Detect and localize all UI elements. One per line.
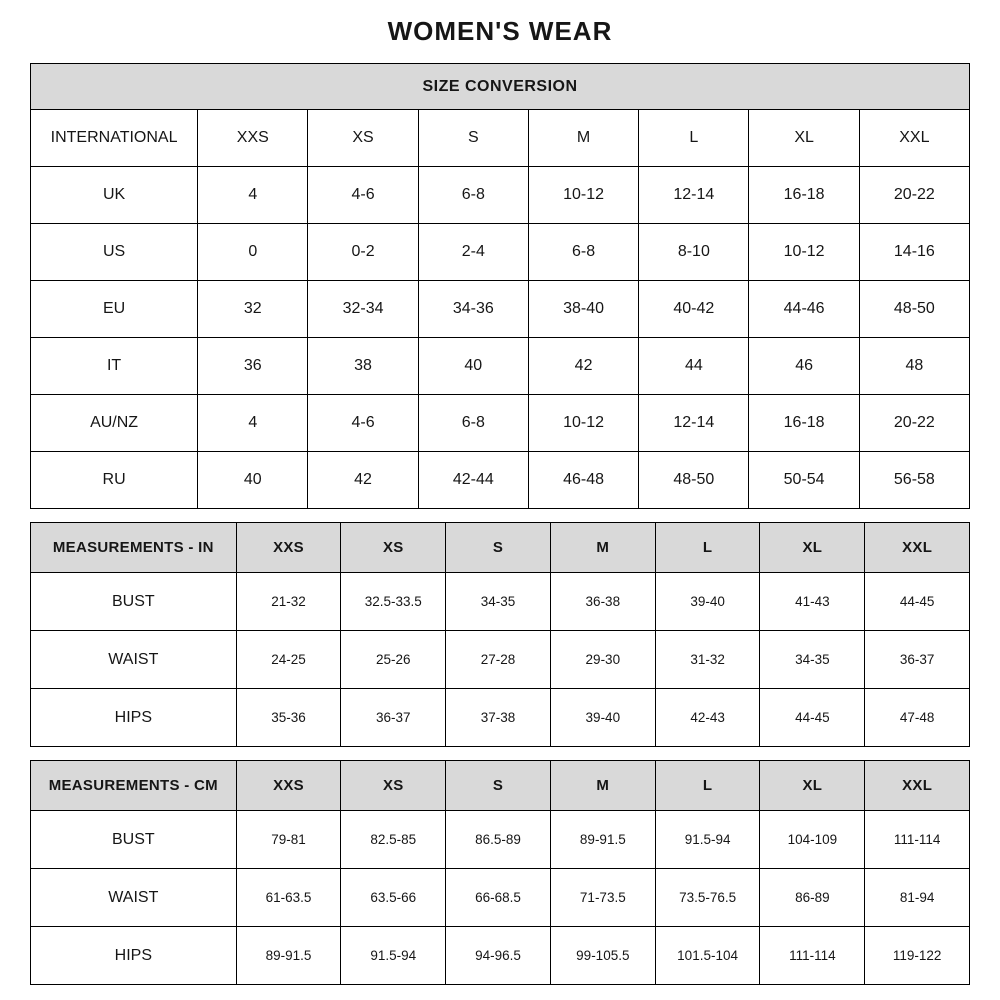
measurement-cell: 47-48: [865, 689, 970, 747]
measurement-cell: 104-109: [760, 811, 865, 869]
col-header: INTERNATIONAL: [31, 110, 198, 167]
row-label: WAIST: [31, 869, 237, 927]
col-header: XXL: [865, 523, 970, 573]
row-label: RU: [31, 452, 198, 509]
size-cell: 32-34: [308, 281, 418, 338]
table-row: [31, 869, 970, 927]
measurement-cell: 34-35: [446, 573, 551, 631]
measurement-cell: 61-63.5: [236, 869, 341, 927]
page-title: WOMEN'S WEAR: [387, 16, 613, 46]
row-label: BUST: [31, 573, 237, 631]
row-label: EU: [31, 281, 198, 338]
col-header: XS: [341, 523, 446, 573]
table-row: [31, 167, 970, 224]
measurement-cell: 73.5-76.5: [655, 869, 760, 927]
col-header: S: [446, 523, 551, 573]
table-row: [31, 573, 970, 631]
measurement-cell: 99-105.5: [550, 927, 655, 985]
measurement-cell: 36-38: [550, 573, 655, 631]
size-cell: 48-50: [639, 452, 749, 509]
table-row: [31, 64, 970, 110]
size-cell: 14-16: [859, 224, 969, 281]
size-cell: 42-44: [418, 452, 528, 509]
size-cell: 36: [198, 338, 308, 395]
size-cell: 16-18: [749, 395, 859, 452]
table-header-row: [31, 523, 970, 573]
size-cell: 20-22: [859, 167, 969, 224]
col-header: XL: [760, 761, 865, 811]
row-label: US: [31, 224, 198, 281]
size-cell: 38-40: [528, 281, 638, 338]
size-cell: 20-22: [859, 395, 969, 452]
col-header: S: [418, 110, 528, 167]
measurement-cell: 42-43: [655, 689, 760, 747]
size-cell: 34-36: [418, 281, 528, 338]
table-row: [31, 927, 970, 985]
col-header: M: [550, 761, 655, 811]
row-label: IT: [31, 338, 198, 395]
size-cell: 0-2: [308, 224, 418, 281]
measurement-cell: 81-94: [865, 869, 970, 927]
size-conversion-table: [30, 63, 970, 509]
table-row: [31, 452, 970, 509]
size-cell: 44-46: [749, 281, 859, 338]
col-header: M: [550, 523, 655, 573]
size-cell: 4: [198, 395, 308, 452]
row-label: HIPS: [31, 927, 237, 985]
measurement-cell: 34-35: [760, 631, 865, 689]
size-cell: 0: [198, 224, 308, 281]
measurement-cell: 32.5-33.5: [341, 573, 446, 631]
col-header: L: [655, 761, 760, 811]
measurement-cell: 82.5-85: [341, 811, 446, 869]
size-cell: 46-48: [528, 452, 638, 509]
measurement-cell: 31-32: [655, 631, 760, 689]
size-cell: 8-10: [639, 224, 749, 281]
row-label: UK: [31, 167, 198, 224]
measurement-cell: 111-114: [865, 811, 970, 869]
table-title: MEASUREMENTS - IN: [31, 523, 237, 573]
measurement-cell: 44-45: [760, 689, 865, 747]
size-cell: 10-12: [528, 395, 638, 452]
measurement-cell: 39-40: [550, 689, 655, 747]
measurement-cell: 66-68.5: [446, 869, 551, 927]
size-cell: 44: [639, 338, 749, 395]
measurement-cell: 36-37: [341, 689, 446, 747]
size-cell: 56-58: [859, 452, 969, 509]
col-header: XXS: [236, 761, 341, 811]
col-header: L: [655, 523, 760, 573]
row-label: BUST: [31, 811, 237, 869]
col-header: XXS: [236, 523, 341, 573]
size-cell: 6-8: [418, 395, 528, 452]
measurement-cell: 36-37: [865, 631, 970, 689]
size-cell: 4-6: [308, 167, 418, 224]
size-cell: 6-8: [418, 167, 528, 224]
measurement-cell: 39-40: [655, 573, 760, 631]
col-header: XS: [308, 110, 418, 167]
table-row: [31, 689, 970, 747]
size-cell: 32: [198, 281, 308, 338]
measurement-cell: 37-38: [446, 689, 551, 747]
col-header: XL: [749, 110, 859, 167]
measurement-cell: 27-28: [446, 631, 551, 689]
size-cell: 2-4: [418, 224, 528, 281]
col-header: L: [639, 110, 749, 167]
measurement-cell: 86.5-89: [446, 811, 551, 869]
measurement-cell: 94-96.5: [446, 927, 551, 985]
size-cell: 6-8: [528, 224, 638, 281]
size-cell: 42: [528, 338, 638, 395]
measurement-cell: 89-91.5: [236, 927, 341, 985]
size-cell: 10-12: [528, 167, 638, 224]
measurement-cell: 25-26: [341, 631, 446, 689]
measurement-cell: 63.5-66: [341, 869, 446, 927]
size-cell: 46: [749, 338, 859, 395]
measurement-cell: 101.5-104: [655, 927, 760, 985]
col-header: XXL: [859, 110, 969, 167]
size-cell: 4-6: [308, 395, 418, 452]
measurement-cell: 91.5-94: [655, 811, 760, 869]
table-row: [31, 281, 970, 338]
table-row: [31, 395, 970, 452]
col-header: M: [528, 110, 638, 167]
measurements-in-table: [30, 522, 970, 747]
measurement-cell: 79-81: [236, 811, 341, 869]
measurement-cell: 29-30: [550, 631, 655, 689]
size-cell: 12-14: [639, 395, 749, 452]
table-title: SIZE CONVERSION: [31, 64, 970, 110]
measurement-cell: 111-114: [760, 927, 865, 985]
size-cell: 10-12: [749, 224, 859, 281]
measurement-cell: 71-73.5: [550, 869, 655, 927]
measurement-cell: 21-32: [236, 573, 341, 631]
measurement-cell: 91.5-94: [341, 927, 446, 985]
row-label: WAIST: [31, 631, 237, 689]
row-label: AU/NZ: [31, 395, 198, 452]
size-cell: 40-42: [639, 281, 749, 338]
measurement-cell: 41-43: [760, 573, 865, 631]
table-header-row: [31, 761, 970, 811]
size-cell: 4: [198, 167, 308, 224]
size-cell: 38: [308, 338, 418, 395]
col-header: XXS: [198, 110, 308, 167]
col-header: XL: [760, 523, 865, 573]
measurement-cell: 24-25: [236, 631, 341, 689]
table-row: [31, 631, 970, 689]
col-header: XXL: [865, 761, 970, 811]
size-cell: 42: [308, 452, 418, 509]
col-header: XS: [341, 761, 446, 811]
table-title: MEASUREMENTS - CM: [31, 761, 237, 811]
table-row: [31, 338, 970, 395]
measurements-cm-table: [30, 760, 970, 985]
size-cell: 12-14: [639, 167, 749, 224]
size-cell: 40: [198, 452, 308, 509]
measurement-cell: 35-36: [236, 689, 341, 747]
table-row: [31, 224, 970, 281]
row-label: HIPS: [31, 689, 237, 747]
size-cell: 16-18: [749, 167, 859, 224]
size-cell: 48: [859, 338, 969, 395]
measurement-cell: 119-122: [865, 927, 970, 985]
size-cell: 48-50: [859, 281, 969, 338]
table-header-row: [31, 110, 970, 167]
size-cell: 50-54: [749, 452, 859, 509]
table-row: [31, 811, 970, 869]
size-cell: 40: [418, 338, 528, 395]
measurement-cell: 89-91.5: [550, 811, 655, 869]
measurement-cell: 44-45: [865, 573, 970, 631]
measurement-cell: 86-89: [760, 869, 865, 927]
col-header: S: [446, 761, 551, 811]
